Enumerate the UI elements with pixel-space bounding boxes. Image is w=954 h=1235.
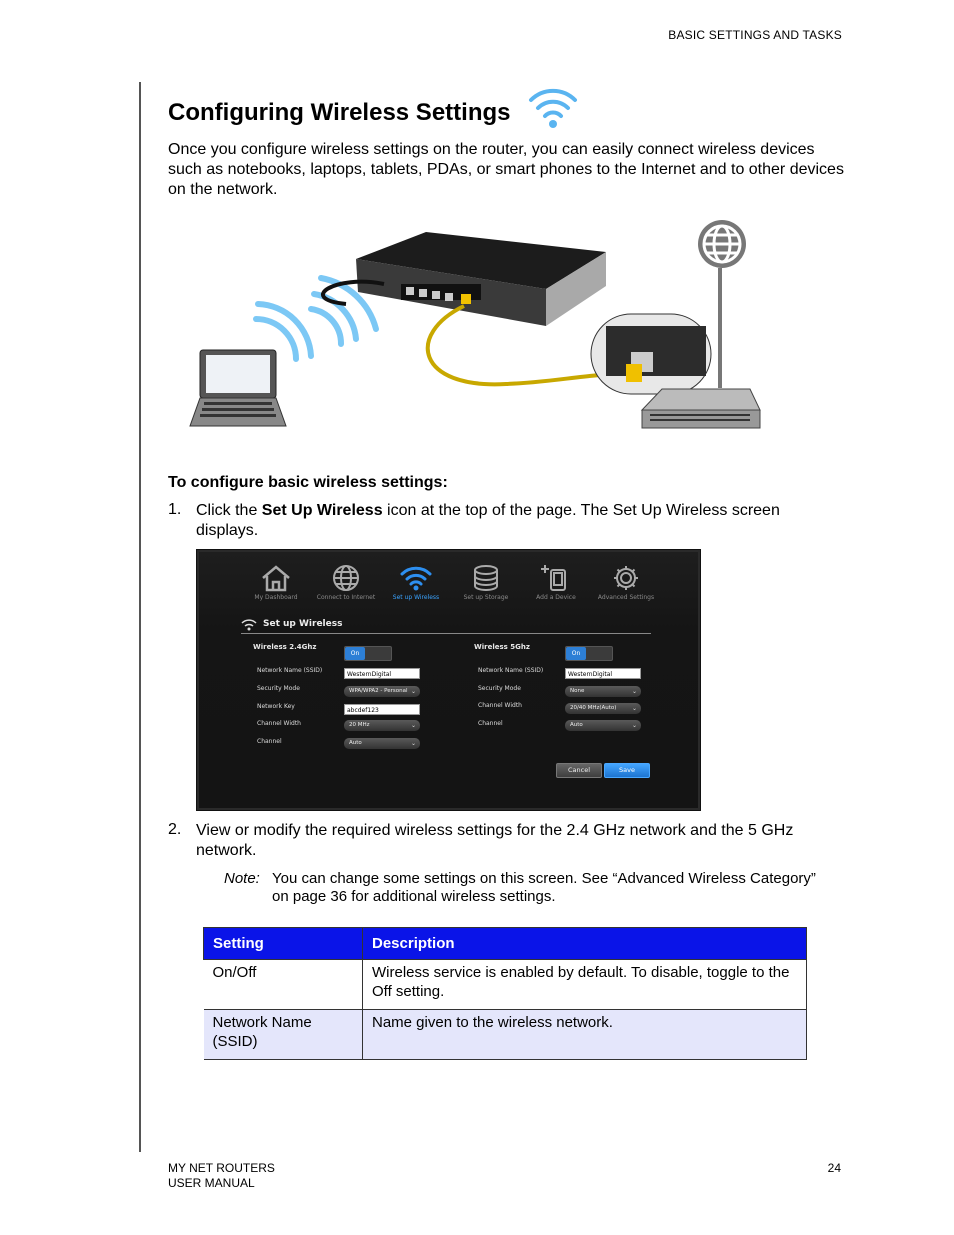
step-number: 1. [168,501,182,518]
chevron-down-icon: ⌄ [631,722,637,729]
select-value: Auto [570,722,583,728]
step-1-prefix: Click the [196,502,262,519]
modem-icon [642,389,760,428]
intro-paragraph: Once you configure wireless settings on the router, you can easily connect wireless devices such as notebooks, laptops, tablets, PDAs, or smart phones to the Internet and to other devices on the network. [168,141,844,198]
field-label: Security Mode [257,685,300,692]
band-24-title: Wireless 2.4Ghz [253,643,317,651]
page-number: 24 [827,1161,841,1175]
globe-icon [329,564,363,592]
chevron-down-icon: ⌄ [410,740,416,747]
step-2-text: View or modify the required wireless settings for the 2.4 GHz network and the 5 GHz network. [196,822,794,859]
select-value: Auto [349,740,362,746]
step-1-emphasis: Set Up Wireless [261,502,383,519]
network-illustration [186,214,766,436]
globe-icon [698,220,746,268]
field-label: Channel Width [257,720,301,727]
router-icon [356,232,606,326]
cancel-button[interactable]: Cancel [556,763,602,778]
wifi-icon [527,84,579,135]
band-24-width-select[interactable] [344,720,420,731]
toggle-on-label: On [566,647,586,660]
field-label: Channel Width [478,702,522,709]
running-header: BASIC SETTINGS AND TASKS [668,28,842,42]
chevron-down-icon: ⌄ [410,722,416,729]
nav-label: Add a Device [536,594,576,601]
field-label: Channel [257,738,282,745]
column-header: Setting [204,928,363,960]
band-5-width-select[interactable] [565,703,641,714]
margin-rule [139,82,141,1152]
wifi-icon [399,564,433,592]
nav-label: My Dashboard [254,594,298,601]
step-1-text [196,501,826,541]
add-device-icon [539,564,573,592]
note-body: You can change some settings on this screen. See “Advanced Wireless Category” on page 36 for additional wireless settings. [272,870,816,905]
panel-title: Set up Wireless [263,619,343,629]
chevron-down-icon: ⌄ [631,688,637,695]
column-header: Description [363,928,807,960]
select-value: 20/40 MHz(Auto) [570,705,617,711]
table-row [204,1010,807,1060]
table-cell: Network Name (SSID) [204,1010,363,1060]
nav-add-device[interactable] [521,564,591,601]
table-cell: Wireless service is enabled by default. To disable, toggle to the Off setting. [363,960,807,1010]
band-5-security-select[interactable] [565,686,641,697]
gear-icon [609,564,643,592]
band-5-ssid-input[interactable]: WesternDigital [565,668,641,679]
home-icon [259,564,293,592]
band-24-security-select[interactable] [344,686,420,697]
band-5-channel-select[interactable] [565,720,641,731]
chevron-down-icon: ⌄ [410,688,416,695]
table-cell: On/Off [204,960,363,1010]
laptop-icon [190,350,286,426]
footer-line: MY NET ROUTERS [168,1161,275,1175]
note-label: Note: [224,870,260,887]
table-header-row [204,928,807,960]
chevron-down-icon: ⌄ [631,705,637,712]
step-1-suffix: icon at the top of the page. The Set Up Wireless screen displays. [196,502,780,539]
nav-label: Set up Wireless [392,594,440,601]
nav-label: Advanced Settings [597,594,655,601]
panel-divider [241,633,651,634]
step-number: 2. [168,821,182,838]
save-button[interactable]: Save [604,763,650,778]
nav-setup-storage[interactable] [451,564,521,601]
band-24-channel-select[interactable] [344,738,420,749]
setup-wireless-screenshot [196,549,701,811]
page-title: Configuring Wireless Settings [168,99,511,126]
storage-icon [469,564,503,592]
field-label: Network Key [257,703,295,710]
toggle-on-label: On [345,647,365,660]
port-closeup [591,314,711,394]
band-5-toggle[interactable] [565,646,613,661]
footer-line: USER MANUAL [168,1176,255,1190]
field-label: Security Mode [478,685,521,692]
field-label: Channel [478,720,503,727]
field-label: Network Name (SSID) [257,667,323,674]
table-row [204,960,807,1010]
settings-table [203,927,807,1060]
nav-label: Connect to Internet [316,594,376,601]
field-label: Network Name (SSID) [478,667,544,674]
select-value: 20 MHz [349,722,370,728]
band-24-ssid-input[interactable]: WesternDigital [344,668,420,679]
footer-title [168,1161,275,1191]
band-24-key-input[interactable]: abcdef123 [344,704,420,715]
select-value: None [570,688,585,694]
select-value: WPA/WPA2 - Personal [349,688,408,694]
band-5-title: Wireless 5Ghz [474,643,530,651]
nav-my-dashboard[interactable] [241,564,311,601]
procedure-heading: To configure basic wireless settings: [168,474,448,491]
nav-setup-wireless[interactable] [381,564,451,601]
nav-label: Set up Storage [463,594,509,601]
nav-connect-internet[interactable] [311,564,381,601]
nav-advanced-settings[interactable] [591,564,661,601]
note [224,870,824,905]
table-cell: Name given to the wireless network. [363,1010,807,1060]
band-24-toggle[interactable] [344,646,392,661]
